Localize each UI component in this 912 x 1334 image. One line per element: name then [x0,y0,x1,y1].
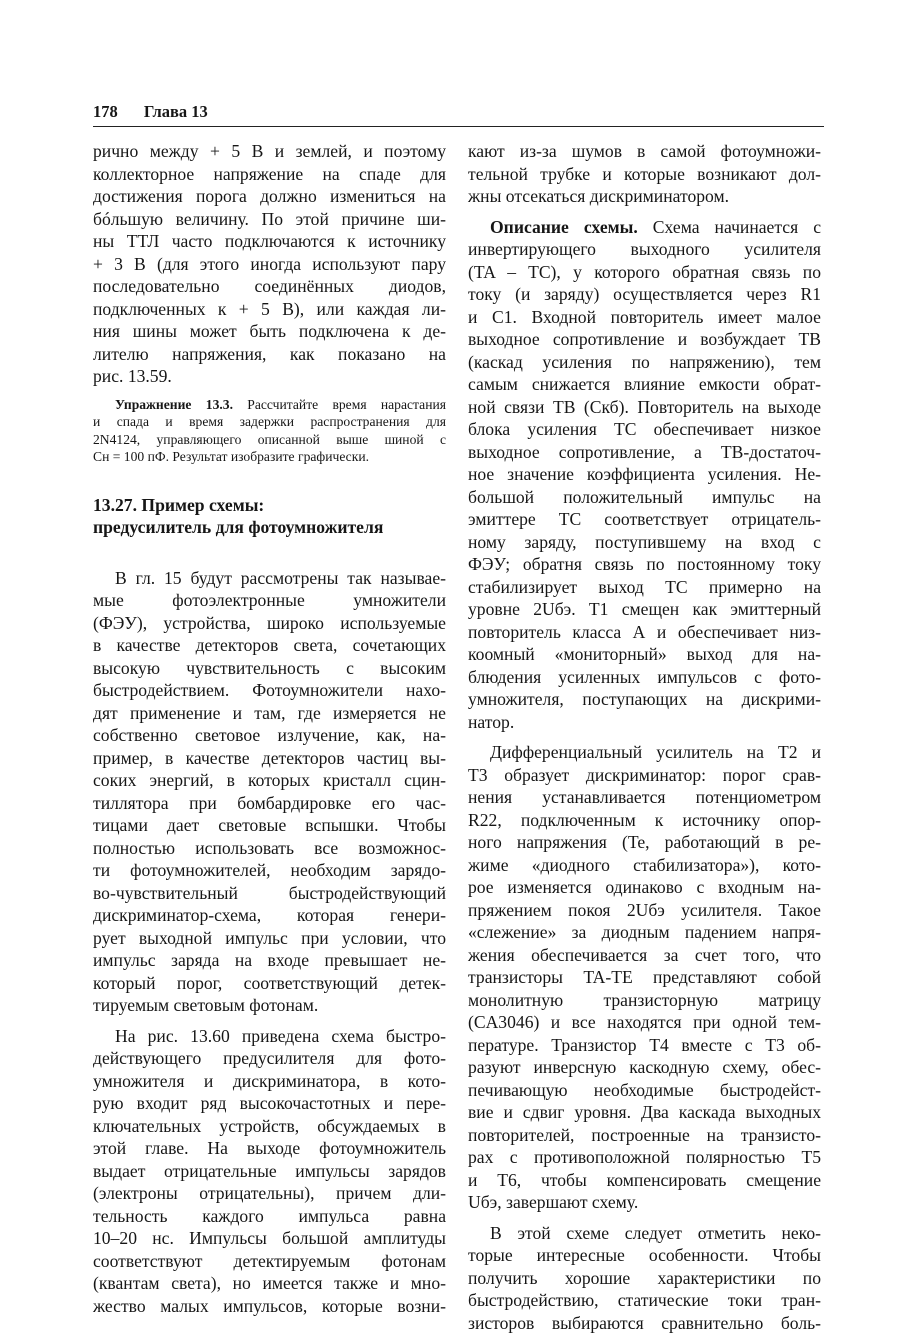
text-line: умножителя и дискриминатора, в кото- [93,1070,446,1093]
text-line: соответствуют детектируемым фотонам [93,1250,446,1273]
text-line: вие и сдвиг уровня. Два каскада выходных [468,1101,821,1124]
paragraph [468,1222,821,1334]
text-line: (CA3046) и все находятся при одной тем- [468,1011,821,1034]
page-header [93,102,824,127]
text-line: коллекторное напряжение на спаде для [93,163,446,186]
heading-line: предусилитель для фотоумножителя [93,516,446,539]
text-line: R22, подключенным к источнику опор- [468,809,821,832]
text-line: кают из-за шумов в самой фотоумножи- [468,140,821,163]
text-line: собственно световое излучение, как, на- [93,724,446,747]
text-line: рах с противоположной полярностью T5 [468,1146,821,1169]
text-line: быстродействием. Фотоумножители нахо- [93,679,446,702]
text-line: тируемым световым фотонам. [93,994,446,1017]
text-line: В гл. 15 будут рассмотрены так называе- [93,567,446,590]
text-line: большой положительный импульс на [468,486,821,509]
text-line: 10–20 нс. Импульсы большой амплитуды [93,1227,446,1250]
chapter-title: Глава 13 [144,102,208,122]
text-line: пример, в качестве детекторов частиц вы- [93,747,446,770]
text-line: получить хорошие характеристики по [468,1267,821,1290]
text-line: жество малых импульсов, которые возни- [93,1295,446,1318]
text-line: ФЭУ; обратня связь по постоянному току [468,553,821,576]
text-line: тиллятора при бомбардировке его час- [93,792,446,815]
text-line: зисторов выбираются сравнительно боль- [468,1312,821,1334]
text-line: полностью использовать все возможнос- [93,837,446,860]
text-line: печивающую необходимые быстродейст- [468,1079,821,1102]
text-line: лителю напряжения, как показано на [93,343,446,366]
right-column [468,140,821,1334]
text-line: тельность каждого импульса равна [93,1205,446,1228]
text-line: пряжением покоя 2Uбэ усилителя. Такое [468,899,821,922]
text-line: (квантам света), но имеется также и мно- [93,1272,446,1295]
text-line: В этой схеме следует отметить неко- [468,1222,821,1245]
text-line: жения обеспечивается за счет того, что [468,944,821,967]
text-line: (каскад усиления по напряжению), тем [468,351,821,374]
text-line: рует выходной импульс при условии, что [93,927,446,950]
run-in-heading: Описание схемы. [490,217,638,237]
text-line: рично между + 5 В и землей, и поэтому [93,140,446,163]
text-line: коомный «мониторный» выход для на- [468,643,821,666]
text-line: ному заряду, поступившему на вход с [468,531,821,554]
text-line: действующего предусилителя для фото- [93,1047,446,1070]
exercise-line: 2N4124, управляющего описанной выше шиной с [93,431,446,449]
page-number: 178 [93,102,118,122]
paragraph [93,1025,446,1318]
paragraph [468,140,821,208]
text-line: бóльшую величину. По этой причине ши- [93,208,446,231]
text-line: току (и заряду) осуществляется через R1 [468,283,821,306]
text-line: рое изменяется одинаково с входным на- [468,876,821,899]
text-line: ного напряжения (Te, работающий в ре- [468,831,821,854]
text-line: соких энергий, в которых кристалл сцин- [93,769,446,792]
text-line: рую входит ряд высокочастотных и пере- [93,1092,446,1115]
text-line: тельной трубке и которые возникают дол- [468,163,821,186]
text-line: подключенных к + 5 В), или каждая ли- [93,298,446,321]
left-column [93,140,446,1317]
text-line: натор. [468,711,821,734]
text-line: рис. 13.59. [93,365,446,388]
section-heading [93,494,446,539]
text-line: умножителя, поступающих на дискрими- [468,688,821,711]
text-line: T3 образует дискриминатор: порог срав- [468,764,821,787]
text-line: быстродействию, статические токи тран- [468,1289,821,1312]
paragraph [468,741,821,1214]
text-line: самым снижается влияние емкости обрат- [468,373,821,396]
text-line: в качестве детекторов света, сочетающих [93,634,446,657]
text-line: торые интересные особенности. Чтобы [468,1244,821,1267]
text-line: «слежение» за диодным падением напря- [468,921,821,944]
text-line: высокую чувствительность с высоким [93,657,446,680]
text-line [468,216,821,239]
paragraph [93,140,446,388]
text-line: транзисторы TA-TE представляют собой [468,966,821,989]
exercise-line: Cн = 100 пФ. Результат изобразите графически. [93,448,446,466]
exercise-line [93,396,446,414]
text-line: инвертирующего выходного усилителя [468,238,821,261]
text-line: жиме «диодного стабилизатора»), кото- [468,854,821,877]
text-line: (ФЭУ), устройства, широко используемые [93,612,446,635]
text-line: выходное сопротивление, а TB-достаточ- [468,441,821,464]
text-line: монолитную транзисторную матрицу [468,989,821,1012]
text-line: (TA – TC), у которого обратная связь по [468,261,821,284]
text-line: дискриминатор-схема, которая генери- [93,904,446,927]
text-line: разуют инверсную каскодную схему, обес- [468,1056,821,1079]
exercise [93,396,446,466]
text-line: Uбэ, завершают схему. [468,1191,821,1214]
text-line: Дифференциальный усилитель на T2 и [468,741,821,764]
text-line: повторитель класса А и обеспечивает низ- [468,621,821,644]
text-line: импульс заряда на входе превышает не- [93,949,446,972]
text-line: эмиттере TC соответствует отрицатель- [468,508,821,531]
text-line: последовательно соединённых диодов, [93,275,446,298]
text-line: ной связи TB (Cкб). Повторитель на выходе [468,396,821,419]
text-line: выходное сопротивление и возбуждает TB [468,328,821,351]
paragraph [93,567,446,1017]
text-line: стабилизирует выход TC примерно на [468,576,821,599]
text-line: (электроны отрицательны), причем дли- [93,1182,446,1205]
text-line: и T6, чтобы компенсировать смещение [468,1169,821,1192]
heading-line: 13.27. Пример схемы: [93,494,446,517]
exercise-label: Упражнение 13.3. [115,397,233,412]
text-line: нения устанавливается потенциометром [468,786,821,809]
text-line: жны отсекаться дискриминатором. [468,185,821,208]
text-line: этой главе. На выходе фотоумножитель [93,1137,446,1160]
text-run: Схема начинается с [638,217,821,237]
text-line: тицами дает световые вспышки. Чтобы [93,814,446,837]
text-line: ния шины может быть подключена к де- [93,320,446,343]
text-line: повторителей, построенные на транзисто- [468,1124,821,1147]
text-line: ти фотоумножителей, необходим зарядо- [93,859,446,882]
text-line: пературе. Транзистор T4 вместе с T3 об- [468,1034,821,1057]
text-line: во-чувствительный быстродействующий [93,882,446,905]
text-line: + 3 В (для этого иногда используют пару [93,253,446,276]
text-line: который порог, соответствующий детек- [93,972,446,995]
text-line: ны ТТЛ часто подключаются к источнику [93,230,446,253]
text-line: достижения порога должно измениться на [93,185,446,208]
text-line: ключательных устройств, обсуждаемых в [93,1115,446,1138]
text-line: ное значение коэффициента усиления. Не- [468,463,821,486]
text-line: блока усиления TC обеспечивает низкое [468,418,821,441]
text-line: выдает отрицательные импульсы зарядов [93,1160,446,1183]
text-line: мые фотоэлектронные умножители [93,589,446,612]
text-line: и C1. Входной повторитель имеет малое [468,306,821,329]
exercise-text: Рассчитайте время нарастания [233,397,446,412]
text-line: блюдения усиленных импульсов с фото- [468,666,821,689]
text-line: уровне 2Uбэ. T1 смещен как эмиттерный [468,598,821,621]
text-line: На рис. 13.60 приведена схема быстро- [93,1025,446,1048]
text-line: дят применение и там, где измеряется не [93,702,446,725]
paragraph [468,216,821,734]
exercise-line: и спада и время задержки распространения для [93,413,446,431]
